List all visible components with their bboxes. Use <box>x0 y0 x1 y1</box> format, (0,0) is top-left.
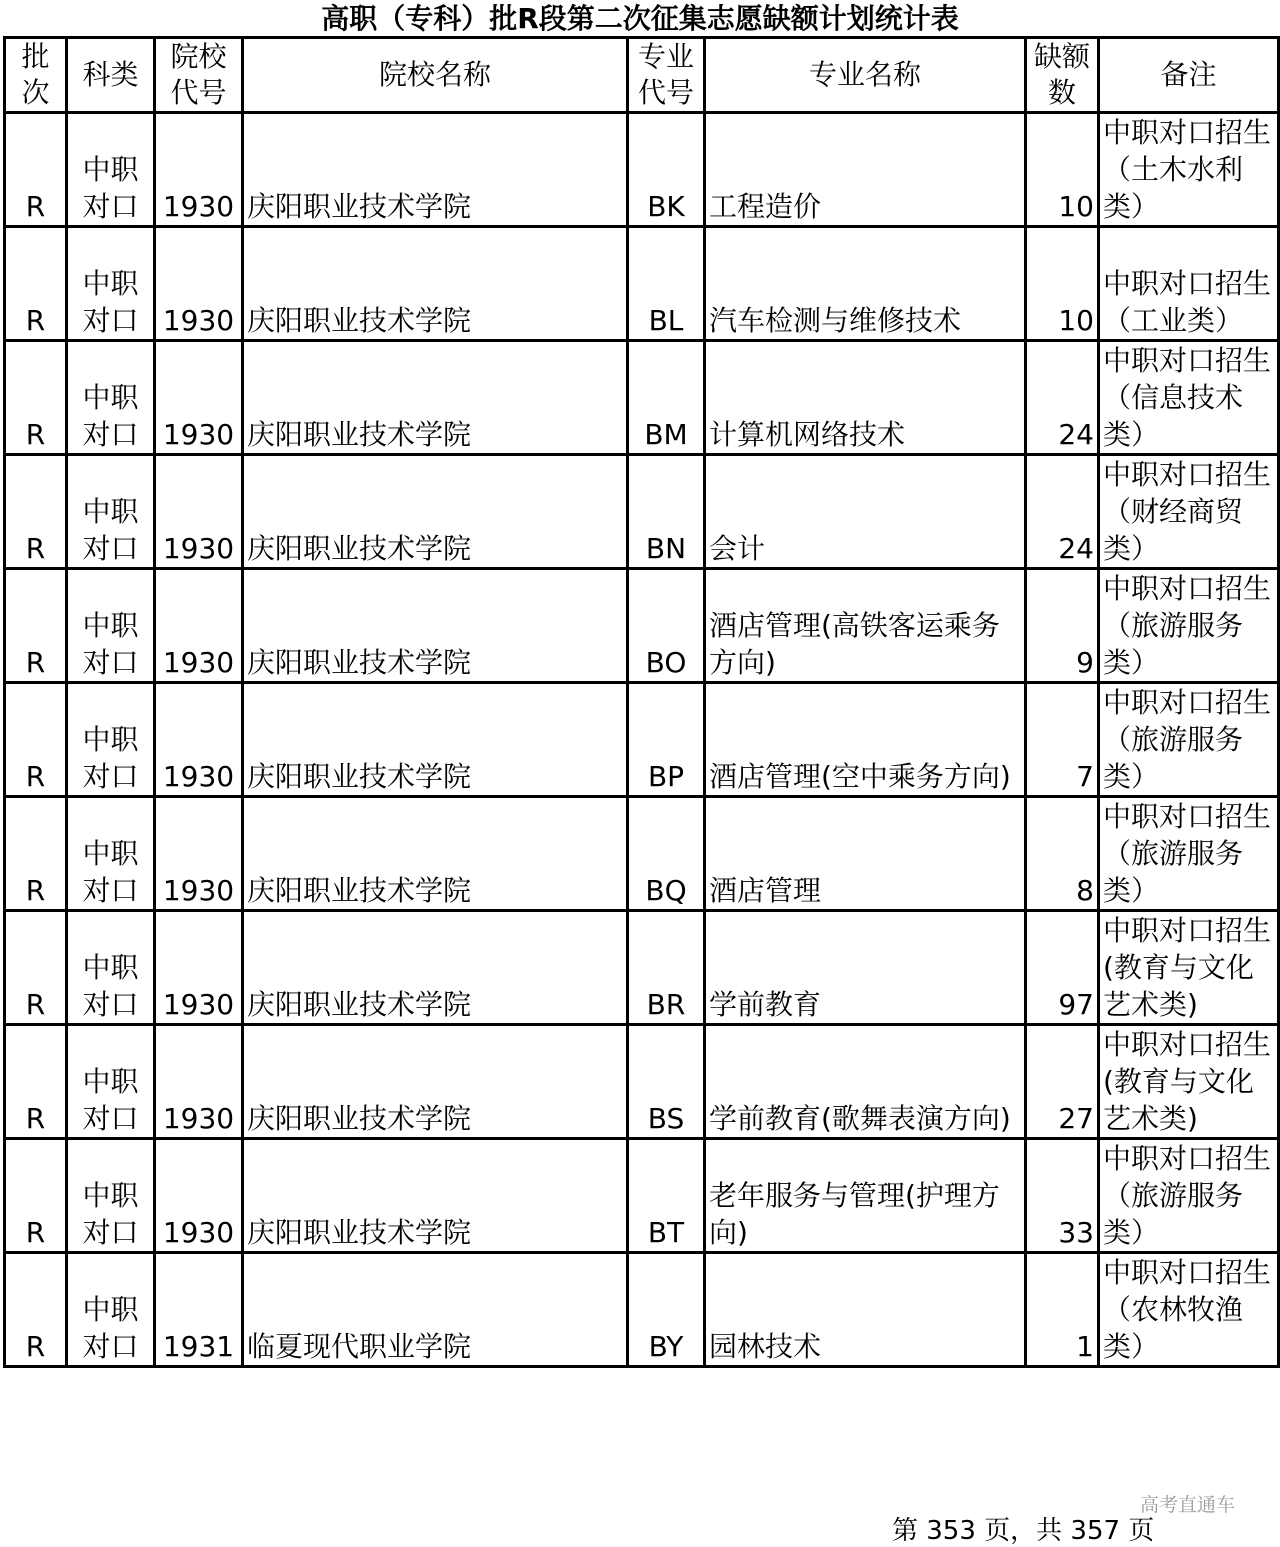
table-row <box>5 113 1279 227</box>
cell-major-name: 酒店管理(空中乘务方向) <box>705 683 1026 797</box>
cell-major-code: BR <box>628 911 705 1025</box>
cell-major-name: 酒店管理(高铁客运乘务方向) <box>705 569 1026 683</box>
cell-batch: R <box>5 683 67 797</box>
cell-batch: R <box>5 227 67 341</box>
cell-major-code: BK <box>628 113 705 227</box>
table-row <box>5 1025 1279 1139</box>
cell-school-name: 庆阳职业技术学院 <box>243 797 628 911</box>
cell-remarks: 中职对口招生（旅游服务类） <box>1099 1139 1279 1253</box>
header-vacancies: 缺额数 <box>1026 38 1099 113</box>
cell-school-name: 庆阳职业技术学院 <box>243 1139 628 1253</box>
cell-school-name: 庆阳职业技术学院 <box>243 569 628 683</box>
cell-vacancies: 24 <box>1026 455 1099 569</box>
cell-category: 中职对口 <box>67 911 155 1025</box>
table-row <box>5 569 1279 683</box>
cell-batch: R <box>5 1139 67 1253</box>
cell-school-code: 1930 <box>155 569 243 683</box>
cell-batch: R <box>5 797 67 911</box>
cell-vacancies: 8 <box>1026 797 1099 911</box>
header-remarks: 备注 <box>1099 38 1279 113</box>
cell-school-name: 庆阳职业技术学院 <box>243 1025 628 1139</box>
cell-remarks: 中职对口招生(教育与文化艺术类) <box>1099 1025 1279 1139</box>
cell-school-code: 1930 <box>155 341 243 455</box>
cell-batch: R <box>5 569 67 683</box>
cell-vacancies: 24 <box>1026 341 1099 455</box>
cell-school-code: 1930 <box>155 455 243 569</box>
cell-major-name: 园林技术 <box>705 1253 1026 1367</box>
cell-major-name: 学前教育 <box>705 911 1026 1025</box>
cell-major-code: BM <box>628 341 705 455</box>
cell-category: 中职对口 <box>67 227 155 341</box>
table-row <box>5 455 1279 569</box>
header-major-code: 专业代号 <box>628 38 705 113</box>
cell-major-code: BY <box>628 1253 705 1367</box>
cell-school-code: 1931 <box>155 1253 243 1367</box>
cell-category: 中职对口 <box>67 797 155 911</box>
cell-remarks: 中职对口招生（财经商贸类） <box>1099 455 1279 569</box>
cell-remarks: 中职对口招生（土木水利类） <box>1099 113 1279 227</box>
cell-category: 中职对口 <box>67 455 155 569</box>
cell-vacancies: 9 <box>1026 569 1099 683</box>
cell-school-name: 庆阳职业技术学院 <box>243 227 628 341</box>
cell-batch: R <box>5 1253 67 1367</box>
cell-major-name: 汽车检测与维修技术 <box>705 227 1026 341</box>
table-row <box>5 911 1279 1025</box>
cell-remarks: 中职对口招生（农林牧渔类） <box>1099 1253 1279 1367</box>
cell-school-code: 1930 <box>155 227 243 341</box>
cell-major-code: BN <box>628 455 705 569</box>
cell-school-code: 1930 <box>155 797 243 911</box>
cell-batch: R <box>5 113 67 227</box>
header-major-name: 专业名称 <box>705 38 1026 113</box>
cell-school-name: 庆阳职业技术学院 <box>243 455 628 569</box>
cell-major-code: BO <box>628 569 705 683</box>
cell-major-name: 工程造价 <box>705 113 1026 227</box>
cell-batch: R <box>5 341 67 455</box>
cell-major-code: BP <box>628 683 705 797</box>
watermark-text: 高考直通车 <box>1140 1494 1236 1516</box>
cell-category: 中职对口 <box>67 569 155 683</box>
page-title: 高职（专科）批R段第二次征集志愿缺额计划统计表 <box>321 2 959 35</box>
table-row <box>5 683 1279 797</box>
cell-major-code: BL <box>628 227 705 341</box>
cell-vacancies: 27 <box>1026 1025 1099 1139</box>
cell-major-name: 计算机网络技术 <box>705 341 1026 455</box>
cell-major-name: 老年服务与管理(护理方向) <box>705 1139 1026 1253</box>
cell-vacancies: 7 <box>1026 683 1099 797</box>
cell-batch: R <box>5 455 67 569</box>
table-row <box>5 341 1279 455</box>
cell-school-name: 临夏现代职业学院 <box>243 1253 628 1367</box>
cell-remarks: 中职对口招生（旅游服务类） <box>1099 797 1279 911</box>
cell-major-name: 会计 <box>705 455 1026 569</box>
table-row <box>5 1253 1279 1367</box>
header-school-name: 院校名称 <box>243 38 628 113</box>
cell-remarks: 中职对口招生（旅游服务类） <box>1099 569 1279 683</box>
cell-category: 中职对口 <box>67 1025 155 1139</box>
cell-remarks: 中职对口招生（旅游服务类） <box>1099 683 1279 797</box>
table-row <box>5 797 1279 911</box>
cell-remarks: 中职对口招生（工业类） <box>1099 227 1279 341</box>
cell-school-name: 庆阳职业技术学院 <box>243 911 628 1025</box>
header-category: 科类 <box>67 38 155 113</box>
cell-category: 中职对口 <box>67 1253 155 1367</box>
cell-vacancies: 10 <box>1026 113 1099 227</box>
page-footer: 第 353 页，共 357 页 <box>892 1516 1155 1546</box>
cell-major-name: 酒店管理 <box>705 797 1026 911</box>
header-school-code: 院校代号 <box>155 38 243 113</box>
table-row <box>5 1139 1279 1253</box>
cell-vacancies: 33 <box>1026 1139 1099 1253</box>
cell-major-code: BS <box>628 1025 705 1139</box>
header-batch: 批次 <box>5 38 67 113</box>
cell-major-code: BQ <box>628 797 705 911</box>
header-row <box>5 38 1279 113</box>
cell-school-code: 1930 <box>155 911 243 1025</box>
cell-major-code: BT <box>628 1139 705 1253</box>
cell-school-code: 1930 <box>155 1025 243 1139</box>
cell-school-code: 1930 <box>155 683 243 797</box>
cell-school-name: 庆阳职业技术学院 <box>243 683 628 797</box>
cell-school-code: 1930 <box>155 113 243 227</box>
cell-school-name: 庆阳职业技术学院 <box>243 113 628 227</box>
vacancy-table <box>3 36 1280 1368</box>
cell-category: 中职对口 <box>67 683 155 797</box>
cell-school-name: 庆阳职业技术学院 <box>243 341 628 455</box>
cell-major-name: 学前教育(歌舞表演方向) <box>705 1025 1026 1139</box>
cell-batch: R <box>5 1025 67 1139</box>
cell-vacancies: 10 <box>1026 227 1099 341</box>
cell-batch: R <box>5 911 67 1025</box>
cell-vacancies: 1 <box>1026 1253 1099 1367</box>
cell-remarks: 中职对口招生（信息技术类） <box>1099 341 1279 455</box>
cell-category: 中职对口 <box>67 113 155 227</box>
cell-category: 中职对口 <box>67 341 155 455</box>
cell-vacancies: 97 <box>1026 911 1099 1025</box>
cell-remarks: 中职对口招生(教育与文化艺术类) <box>1099 911 1279 1025</box>
cell-school-code: 1930 <box>155 1139 243 1253</box>
table-row <box>5 227 1279 341</box>
cell-category: 中职对口 <box>67 1139 155 1253</box>
